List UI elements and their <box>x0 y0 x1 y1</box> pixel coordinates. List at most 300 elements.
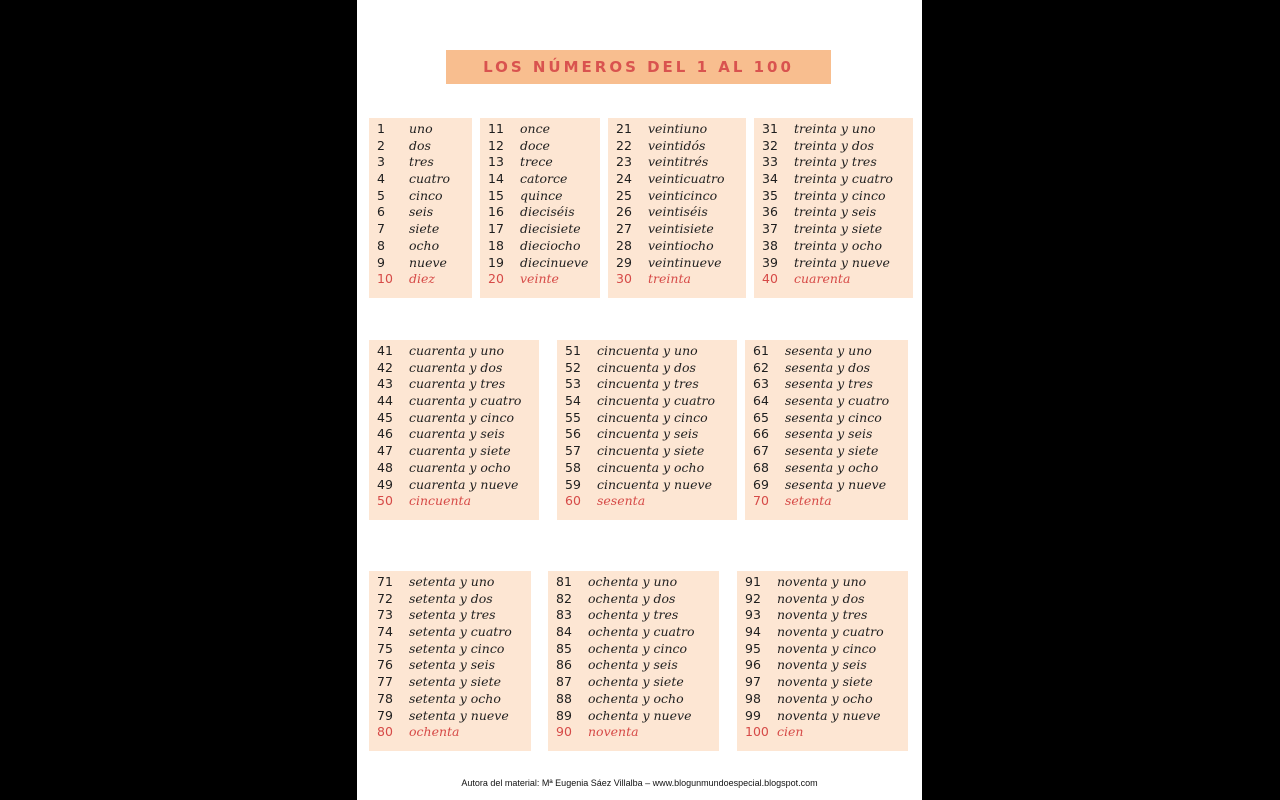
number-digit: 36 <box>762 204 778 220</box>
number-digit: 2 <box>377 137 385 153</box>
number-word: trece <box>520 154 553 170</box>
number-row <box>377 238 472 255</box>
number-row <box>745 641 908 658</box>
number-row <box>753 343 908 360</box>
number-word: dieciséis <box>520 204 575 220</box>
number-row <box>377 221 472 238</box>
number-digit: 60 <box>565 493 581 509</box>
number-row <box>377 691 531 708</box>
number-digit: 24 <box>616 171 632 187</box>
number-row <box>377 493 539 510</box>
number-word: sesenta y seis <box>785 426 873 442</box>
number-row <box>377 426 539 443</box>
number-digit: 11 <box>488 121 504 136</box>
number-digit: 75 <box>377 640 393 656</box>
number-digit: 37 <box>762 221 778 237</box>
number-word: noventa y ocho <box>777 690 873 706</box>
number-row <box>616 154 746 171</box>
number-digit: 5 <box>377 187 385 203</box>
number-digit: 21 <box>616 121 632 136</box>
number-group-61-70 <box>745 340 908 520</box>
number-word: veintinueve <box>648 254 722 270</box>
number-word: diecisiete <box>520 221 581 237</box>
number-digit: 17 <box>488 221 504 237</box>
number-row <box>745 591 908 608</box>
number-digit: 25 <box>616 187 632 203</box>
number-row <box>377 607 531 624</box>
number-digit: 9 <box>377 254 385 270</box>
number-digit: 98 <box>745 690 761 706</box>
number-word: diez <box>409 271 435 287</box>
number-row <box>753 393 908 410</box>
number-word: setenta y cuatro <box>409 624 512 640</box>
number-group-21-30 <box>608 118 746 298</box>
number-row <box>565 426 737 443</box>
number-row <box>565 443 737 460</box>
document-page <box>357 0 922 800</box>
number-row <box>488 171 600 188</box>
number-digit: 20 <box>488 271 504 287</box>
number-digit: 42 <box>377 359 393 375</box>
number-word: setenta y seis <box>409 657 495 673</box>
number-digit: 70 <box>753 493 769 509</box>
number-row <box>753 410 908 427</box>
number-row <box>377 724 531 741</box>
number-digit: 41 <box>377 343 393 358</box>
number-row <box>377 460 539 477</box>
number-digit: 32 <box>762 137 778 153</box>
number-word: noventa y cuatro <box>777 624 884 640</box>
number-digit: 26 <box>616 204 632 220</box>
number-digit: 90 <box>556 724 572 740</box>
number-word: noventa y uno <box>777 574 867 589</box>
number-word: sesenta y cuatro <box>785 393 890 409</box>
number-word: dieciocho <box>520 237 581 253</box>
number-row <box>616 121 746 138</box>
number-row <box>556 591 719 608</box>
number-digit: 7 <box>377 221 385 237</box>
number-row <box>377 360 539 377</box>
number-row <box>762 204 913 221</box>
number-row <box>488 188 600 205</box>
number-digit: 77 <box>377 674 393 690</box>
number-row <box>556 674 719 691</box>
number-word: cincuenta y cuatro <box>597 393 716 409</box>
number-digit: 87 <box>556 674 572 690</box>
number-digit: 1 <box>377 121 385 136</box>
number-word: cincuenta y uno <box>597 343 698 358</box>
number-word: tres <box>409 154 434 170</box>
number-word: treinta y dos <box>794 137 874 153</box>
number-group-1-10 <box>369 118 472 298</box>
number-digit: 49 <box>377 476 393 492</box>
number-row <box>753 360 908 377</box>
number-word: setenta y ocho <box>409 690 501 706</box>
number-digit: 14 <box>488 171 504 187</box>
number-row <box>556 657 719 674</box>
number-row <box>488 121 600 138</box>
number-word: setenta y siete <box>409 674 501 690</box>
number-word: treinta y uno <box>794 121 876 136</box>
number-digit: 76 <box>377 657 393 673</box>
number-word: ochenta y uno <box>588 574 678 589</box>
number-digit: 94 <box>745 624 761 640</box>
number-word: cuarenta y cinco <box>409 409 514 425</box>
number-digit: 64 <box>753 393 769 409</box>
number-row <box>556 724 719 741</box>
number-group-51-60 <box>557 340 737 520</box>
number-digit: 28 <box>616 237 632 253</box>
number-digit: 100 <box>745 724 769 740</box>
number-word: uno <box>409 121 433 136</box>
number-word: cincuenta y dos <box>597 359 696 375</box>
number-row <box>377 674 531 691</box>
number-digit: 48 <box>377 459 393 475</box>
number-row <box>377 188 472 205</box>
number-row <box>377 410 539 427</box>
number-row <box>745 724 908 741</box>
number-word: cuarenta y cuatro <box>409 393 522 409</box>
number-digit: 66 <box>753 426 769 442</box>
number-row <box>488 204 600 221</box>
number-word: quince <box>520 187 563 203</box>
number-digit: 56 <box>565 426 581 442</box>
number-word: sesenta y dos <box>785 359 871 375</box>
number-word: sesenta y cinco <box>785 409 882 425</box>
number-word: catorce <box>520 171 568 187</box>
number-digit: 38 <box>762 237 778 253</box>
number-digit: 12 <box>488 137 504 153</box>
number-row <box>377 574 531 591</box>
number-word: veintiocho <box>648 237 714 253</box>
number-word: dos <box>409 137 431 153</box>
number-word: ochenta <box>409 724 460 740</box>
number-word: noventa y nueve <box>777 707 881 723</box>
number-row <box>377 138 472 155</box>
number-row <box>762 138 913 155</box>
number-row <box>377 255 472 272</box>
number-word: sesenta y ocho <box>785 459 879 475</box>
number-word: sesenta y uno <box>785 343 872 358</box>
number-row <box>488 271 600 288</box>
number-digit: 79 <box>377 707 393 723</box>
number-word: noventa y tres <box>777 607 868 623</box>
number-digit: 81 <box>556 574 572 589</box>
number-row <box>565 393 737 410</box>
number-row <box>377 641 531 658</box>
number-row <box>565 477 737 494</box>
number-digit: 89 <box>556 707 572 723</box>
number-row <box>377 393 539 410</box>
number-group-91-100 <box>737 571 908 751</box>
number-word: veintisiete <box>648 221 714 237</box>
number-group-81-90 <box>548 571 719 751</box>
number-row <box>377 154 472 171</box>
number-word: once <box>520 121 550 136</box>
number-word: noventa y dos <box>777 590 865 606</box>
number-row <box>488 221 600 238</box>
number-row <box>616 204 746 221</box>
number-row <box>753 426 908 443</box>
number-digit: 46 <box>377 426 393 442</box>
number-digit: 51 <box>565 343 581 358</box>
number-row <box>762 255 913 272</box>
number-digit: 80 <box>377 724 393 740</box>
number-row <box>616 188 746 205</box>
number-row <box>745 657 908 674</box>
number-word: cuarenta y seis <box>409 426 505 442</box>
number-word: setenta y nueve <box>409 707 509 723</box>
number-row <box>377 591 531 608</box>
number-row <box>377 657 531 674</box>
number-row <box>488 154 600 171</box>
number-word: ochenta y tres <box>588 607 679 623</box>
number-word: ochenta y ocho <box>588 690 684 706</box>
number-word: doce <box>520 137 550 153</box>
number-row <box>556 691 719 708</box>
number-row <box>745 708 908 725</box>
number-digit: 65 <box>753 409 769 425</box>
number-digit: 35 <box>762 187 778 203</box>
number-row <box>556 624 719 641</box>
number-row <box>377 343 539 360</box>
number-row <box>377 376 539 393</box>
number-digit: 13 <box>488 154 504 170</box>
number-row <box>565 493 737 510</box>
number-digit: 53 <box>565 376 581 392</box>
number-word: nueve <box>409 254 447 270</box>
number-digit: 91 <box>745 574 761 589</box>
number-word: cincuenta y cinco <box>597 409 708 425</box>
number-digit: 78 <box>377 690 393 706</box>
number-word: treinta y tres <box>794 154 877 170</box>
number-digit: 16 <box>488 204 504 220</box>
number-row <box>753 493 908 510</box>
number-word: treinta y siete <box>794 221 883 237</box>
number-digit: 61 <box>753 343 769 358</box>
number-word: cincuenta <box>409 493 472 509</box>
number-row <box>616 138 746 155</box>
number-digit: 34 <box>762 171 778 187</box>
number-digit: 23 <box>616 154 632 170</box>
number-digit: 82 <box>556 590 572 606</box>
number-digit: 27 <box>616 221 632 237</box>
number-word: cuarenta <box>794 271 851 287</box>
number-digit: 30 <box>616 271 632 287</box>
number-digit: 19 <box>488 254 504 270</box>
number-digit: 57 <box>565 443 581 459</box>
number-word: noventa <box>588 724 639 740</box>
number-word: cincuenta y tres <box>597 376 699 392</box>
number-word: cuarenta y uno <box>409 343 505 358</box>
number-word: sesenta <box>597 493 646 509</box>
number-row <box>753 460 908 477</box>
number-row <box>762 221 913 238</box>
number-row <box>565 360 737 377</box>
number-row <box>377 121 472 138</box>
number-digit: 88 <box>556 690 572 706</box>
number-row <box>762 238 913 255</box>
number-digit: 93 <box>745 607 761 623</box>
number-digit: 33 <box>762 154 778 170</box>
number-digit: 97 <box>745 674 761 690</box>
number-digit: 52 <box>565 359 581 375</box>
number-word: seis <box>409 204 434 220</box>
number-digit: 68 <box>753 459 769 475</box>
number-digit: 8 <box>377 237 385 253</box>
number-digit: 86 <box>556 657 572 673</box>
number-row <box>377 171 472 188</box>
number-word: cinco <box>409 187 443 203</box>
number-row <box>616 238 746 255</box>
number-word: cuarenta y ocho <box>409 459 511 475</box>
number-row <box>762 121 913 138</box>
number-digit: 47 <box>377 443 393 459</box>
number-digit: 67 <box>753 443 769 459</box>
number-digit: 73 <box>377 607 393 623</box>
number-digit: 74 <box>377 624 393 640</box>
number-digit: 4 <box>377 171 385 187</box>
number-digit: 39 <box>762 254 778 270</box>
number-row <box>753 477 908 494</box>
number-word: ochenta y dos <box>588 590 676 606</box>
number-word: cien <box>777 724 804 740</box>
number-word: cuarenta y siete <box>409 443 511 459</box>
number-word: sesenta y nueve <box>785 476 887 492</box>
number-digit: 10 <box>377 271 393 287</box>
number-word: cuatro <box>409 171 451 187</box>
number-word: setenta y tres <box>409 607 496 623</box>
number-row <box>565 410 737 427</box>
number-word: setenta y cinco <box>409 640 505 656</box>
number-row <box>745 674 908 691</box>
number-word: setenta <box>785 493 832 509</box>
number-word: ochenta y nueve <box>588 707 692 723</box>
number-word: noventa y seis <box>777 657 867 673</box>
number-digit: 92 <box>745 590 761 606</box>
number-digit: 22 <box>616 137 632 153</box>
number-digit: 95 <box>745 640 761 656</box>
number-row <box>762 154 913 171</box>
number-word: noventa y siete <box>777 674 873 690</box>
number-word: setenta y dos <box>409 590 493 606</box>
number-group-71-80 <box>369 571 531 751</box>
number-word: cincuenta y nueve <box>597 476 712 492</box>
number-word: ochenta y cuatro <box>588 624 695 640</box>
number-row <box>565 343 737 360</box>
number-word: cuarenta y tres <box>409 376 506 392</box>
number-word: treinta y cuatro <box>794 171 893 187</box>
number-digit: 54 <box>565 393 581 409</box>
number-row <box>488 238 600 255</box>
number-word: veinticinco <box>648 187 718 203</box>
number-digit: 6 <box>377 204 385 220</box>
number-word: ochenta y cinco <box>588 640 688 656</box>
number-row <box>616 271 746 288</box>
number-digit: 18 <box>488 237 504 253</box>
number-digit: 43 <box>377 376 393 392</box>
number-digit: 31 <box>762 121 778 136</box>
number-word: setenta y uno <box>409 574 495 589</box>
number-digit: 69 <box>753 476 769 492</box>
number-digit: 29 <box>616 254 632 270</box>
number-word: sesenta y tres <box>785 376 873 392</box>
number-digit: 99 <box>745 707 761 723</box>
number-row <box>745 691 908 708</box>
number-row <box>377 443 539 460</box>
number-digit: 85 <box>556 640 572 656</box>
number-word: treinta <box>648 271 691 287</box>
number-row <box>616 171 746 188</box>
number-row <box>488 255 600 272</box>
number-word: sesenta y siete <box>785 443 879 459</box>
number-digit: 71 <box>377 574 393 589</box>
number-group-31-40 <box>754 118 913 298</box>
number-digit: 83 <box>556 607 572 623</box>
number-row <box>745 624 908 641</box>
number-row <box>565 460 737 477</box>
number-word: veintiséis <box>648 204 708 220</box>
number-word: veinte <box>520 271 559 287</box>
number-word: ochenta y seis <box>588 657 678 673</box>
number-digit: 15 <box>488 187 504 203</box>
number-digit: 59 <box>565 476 581 492</box>
number-word: veintiuno <box>648 121 708 136</box>
number-row <box>762 171 913 188</box>
number-word: cincuenta y ocho <box>597 459 705 475</box>
number-row <box>745 607 908 624</box>
number-digit: 96 <box>745 657 761 673</box>
number-row <box>377 708 531 725</box>
number-row <box>762 271 913 288</box>
author-credit: Autora del material: Mª Eugenia Sáez Villalba – www.blogunmundoespecial.blogspot.com <box>461 778 818 788</box>
number-word: ocho <box>409 237 440 253</box>
number-digit: 50 <box>377 493 393 509</box>
number-word: cincuenta y seis <box>597 426 699 442</box>
number-row <box>556 708 719 725</box>
number-word: treinta y nueve <box>794 254 890 270</box>
number-row <box>556 574 719 591</box>
number-digit: 3 <box>377 154 385 170</box>
number-row <box>377 271 472 288</box>
number-row <box>616 221 746 238</box>
number-row <box>753 376 908 393</box>
number-row <box>616 255 746 272</box>
number-row <box>377 624 531 641</box>
number-word: diecinueve <box>520 254 589 270</box>
number-group-41-50 <box>369 340 539 520</box>
number-digit: 62 <box>753 359 769 375</box>
number-word: treinta y ocho <box>794 237 883 253</box>
number-word: siete <box>409 221 440 237</box>
number-word: noventa y cinco <box>777 640 877 656</box>
number-word: ochenta y siete <box>588 674 684 690</box>
number-digit: 63 <box>753 376 769 392</box>
page-title: LOS NÚMEROS DEL 1 AL 100 <box>446 50 831 84</box>
number-word: veintitrés <box>648 154 709 170</box>
number-word: veintidós <box>648 137 706 153</box>
number-row <box>565 376 737 393</box>
number-digit: 72 <box>377 590 393 606</box>
number-digit: 55 <box>565 409 581 425</box>
number-row <box>377 477 539 494</box>
number-word: treinta y cinco <box>794 187 886 203</box>
number-digit: 84 <box>556 624 572 640</box>
number-digit: 44 <box>377 393 393 409</box>
number-word: cuarenta y nueve <box>409 476 519 492</box>
number-row <box>488 138 600 155</box>
number-row <box>556 607 719 624</box>
